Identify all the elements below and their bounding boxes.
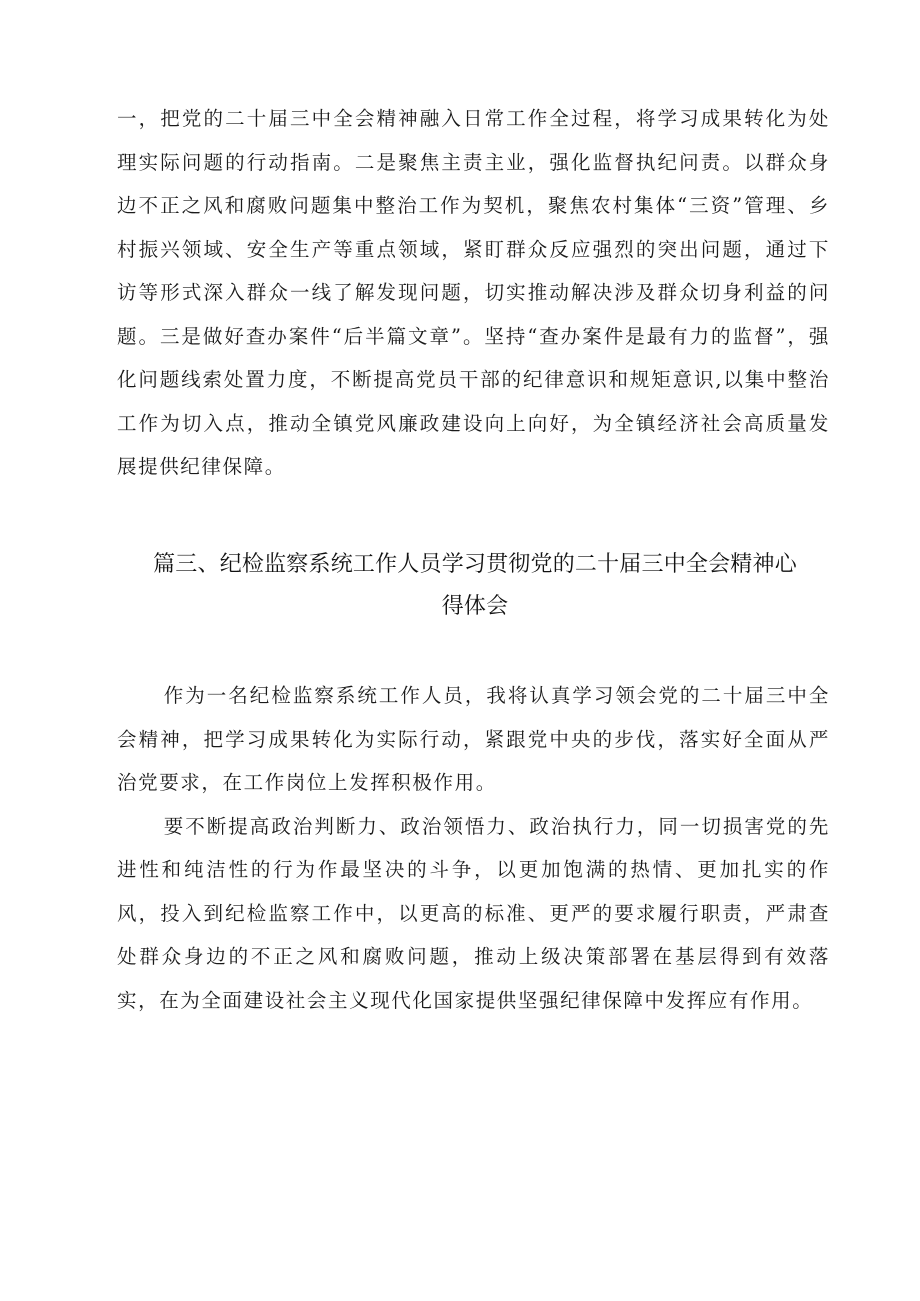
section-paragraph-1: 作为一名纪检监察系统工作人员，我将认真学习领会党的二十届三中全会精神，把学习成果转化为实际行动，紧跟党中央的步伐，落实好全面从严治党要求，在工作岗位上发挥积极作用。	[117, 684, 830, 794]
section-paragraph-2: 要不断提高政治判断力、政治领悟力、政治执行力，同一切损害党的先进性和纯洁性的行为作最坚决的斗争，以更加饱满的热情、更加扎实的作风，投入到纪检监察工作中，以更高的标准、更严的要求履行职责，严肃查处群众身边的不正之风和腐败问题，推动上级决策部署在基层得到有效落实，在为全面建设社会主义现代化国家提供坚强纪律保障中发挥应有作用。	[117, 814, 830, 1012]
section-title: 篇三、纪检监察系统工作人员学习贯彻党的二十届三中全会精神心得体会	[153, 552, 797, 619]
continued-paragraph: 一，把党的二十届三中全会精神融入日常工作全过程，将学习成果转化为处理实际问题的行动指南。二是聚焦主责主业，强化监督执纪问责。以群众身边不正之风和腐败问题集中整治工作为契机，聚焦农村集体“三资”管理、乡村振兴领域、安全生产等重点领域，紧盯群众反应强烈的突出问题，通过下访等形式深入群众一线了解发现问题，切实推动解决涉及群众切身利益的问题。三是做好查办案件“后半篇文章”。坚持“查办案件是最有力的监督”，强化问题线索处置力度，不断提高党员干部的纪律意识和规矩意识,以集中整治工作为切入点，推动全镇党风廉政建设向上向好，为全镇经济社会高质量发展提供纪律保障。	[117, 107, 830, 478]
continued-paragraph-block	[117, 97, 830, 489]
section-body	[117, 674, 830, 1022]
